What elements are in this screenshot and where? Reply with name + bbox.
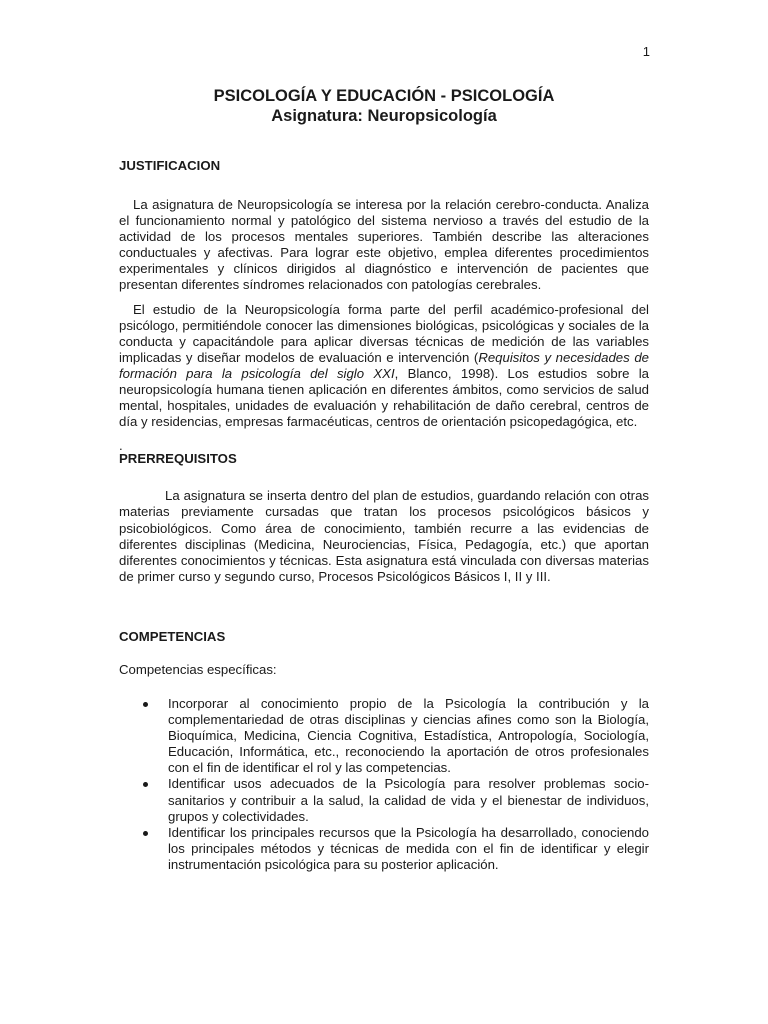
justificacion-paragraph-1: La asignatura de Neuropsicología se interesa por la relación cerebro-conducta. Analiza el funcionamiento normal y patológico del sistema nervioso a través del estudio de la actividad de los procesos mentales superiores. También describe las alteraciones conductuales y afectivas. Para lograr este objetivo, emplea diferentes procedimientos experimentales y clínicos dirigidos al diagnóstico e intervención de pacientes que presentan diferentes síndromes relacionados con patologías cerebrales. [119, 197, 649, 293]
competencias-list [119, 696, 649, 873]
stray-dot: . [119, 438, 123, 454]
list-item: Incorporar al conocimiento propio de la Psicología la contribución y la complementariedad de otras disciplinas y ciencias afines como son la Biología, Bioquímica, Medicina, Ciencia Cognitiva, Estadística, Antropología, Sociología, Educación, Informática, etc., reconociendo la aportación de otros profesionales con el fin de identificar el rol y las competencias. [119, 696, 649, 776]
justificacion-p2-start: El estudio de la Neuropsicología forma parte del perfil académico-profesional del psicólogo, permitiéndole conocer las dimensiones biológicas, psicológicas y sociales de la conducta y capacitándole para aplicar diversas técnicas de medición de las variables implicadas y diseñar modelos de evaluación e intervención ( [119, 301, 649, 365]
document-body [119, 158, 649, 873]
bullet-icon [143, 831, 148, 836]
justificacion-paragraph-2 [119, 302, 649, 431]
page-number: 1 [642, 44, 650, 59]
heading-prerrequisitos: PRERREQUISITOS [119, 451, 237, 467]
list-item: Identificar los principales recursos que la Psicología ha desarrollado, conociendo los principales métodos y técnicas de medida con el fin de identificar y elegir instrumentación psicológica para su posterior aplicación. [119, 825, 649, 873]
justificacion-p2-citation: Requisitos y necesidades de formación para la psicología del siglo XXI [119, 349, 649, 381]
prerrequisitos-paragraph: La asignatura se inserta dentro del plan de estudios, guardando relación con otras materias previamente cursadas que tratan los procesos psicológicos básicos y psicobiológicos. Como área de conocimiento, también recurre a las evidencias de diferentes disciplinas (Medicina, Neurociencias, Física, Pedagogía, etc.) que aportan diferentes conocimientos y técnicas. Esta asignatura está vinculada con diversas materias de primer curso y segundo curso, Procesos Psicológicos Básicos I, II y III. [119, 488, 649, 584]
document-title [0, 86, 768, 126]
heading-competencias: COMPETENCIAS [119, 628, 226, 644]
heading-justificacion: JUSTIFICACION [119, 158, 221, 173]
bullet-icon [143, 782, 148, 787]
bullet-icon [143, 702, 148, 707]
title-line-2: Asignatura: Neuropsicología [271, 107, 497, 125]
list-item: Identificar usos adecuados de la Psicología para resolver problemas socio-sanitarios y contribuir a la salud, la calidad de vida y el bienestar de individuos, grupos y colectividades. [119, 776, 649, 824]
competencias-subheading: Competencias específicas: [119, 661, 277, 677]
justificacion-p2-end: , Blanco, 1998). Los estudios sobre la neuropsicología humana tienen aplicación en diferentes ámbitos, como servicios de salud mental, hospitales, unidades de evaluación y rehabilitación de daño cerebral, centros de día y residencias, empresas farmacéuticas, centros de orientación psicopedagógica, etc. [119, 365, 649, 430]
title-line-1: PSICOLOGÍA Y EDUCACIÓN - PSICOLOGÍA [213, 87, 555, 105]
